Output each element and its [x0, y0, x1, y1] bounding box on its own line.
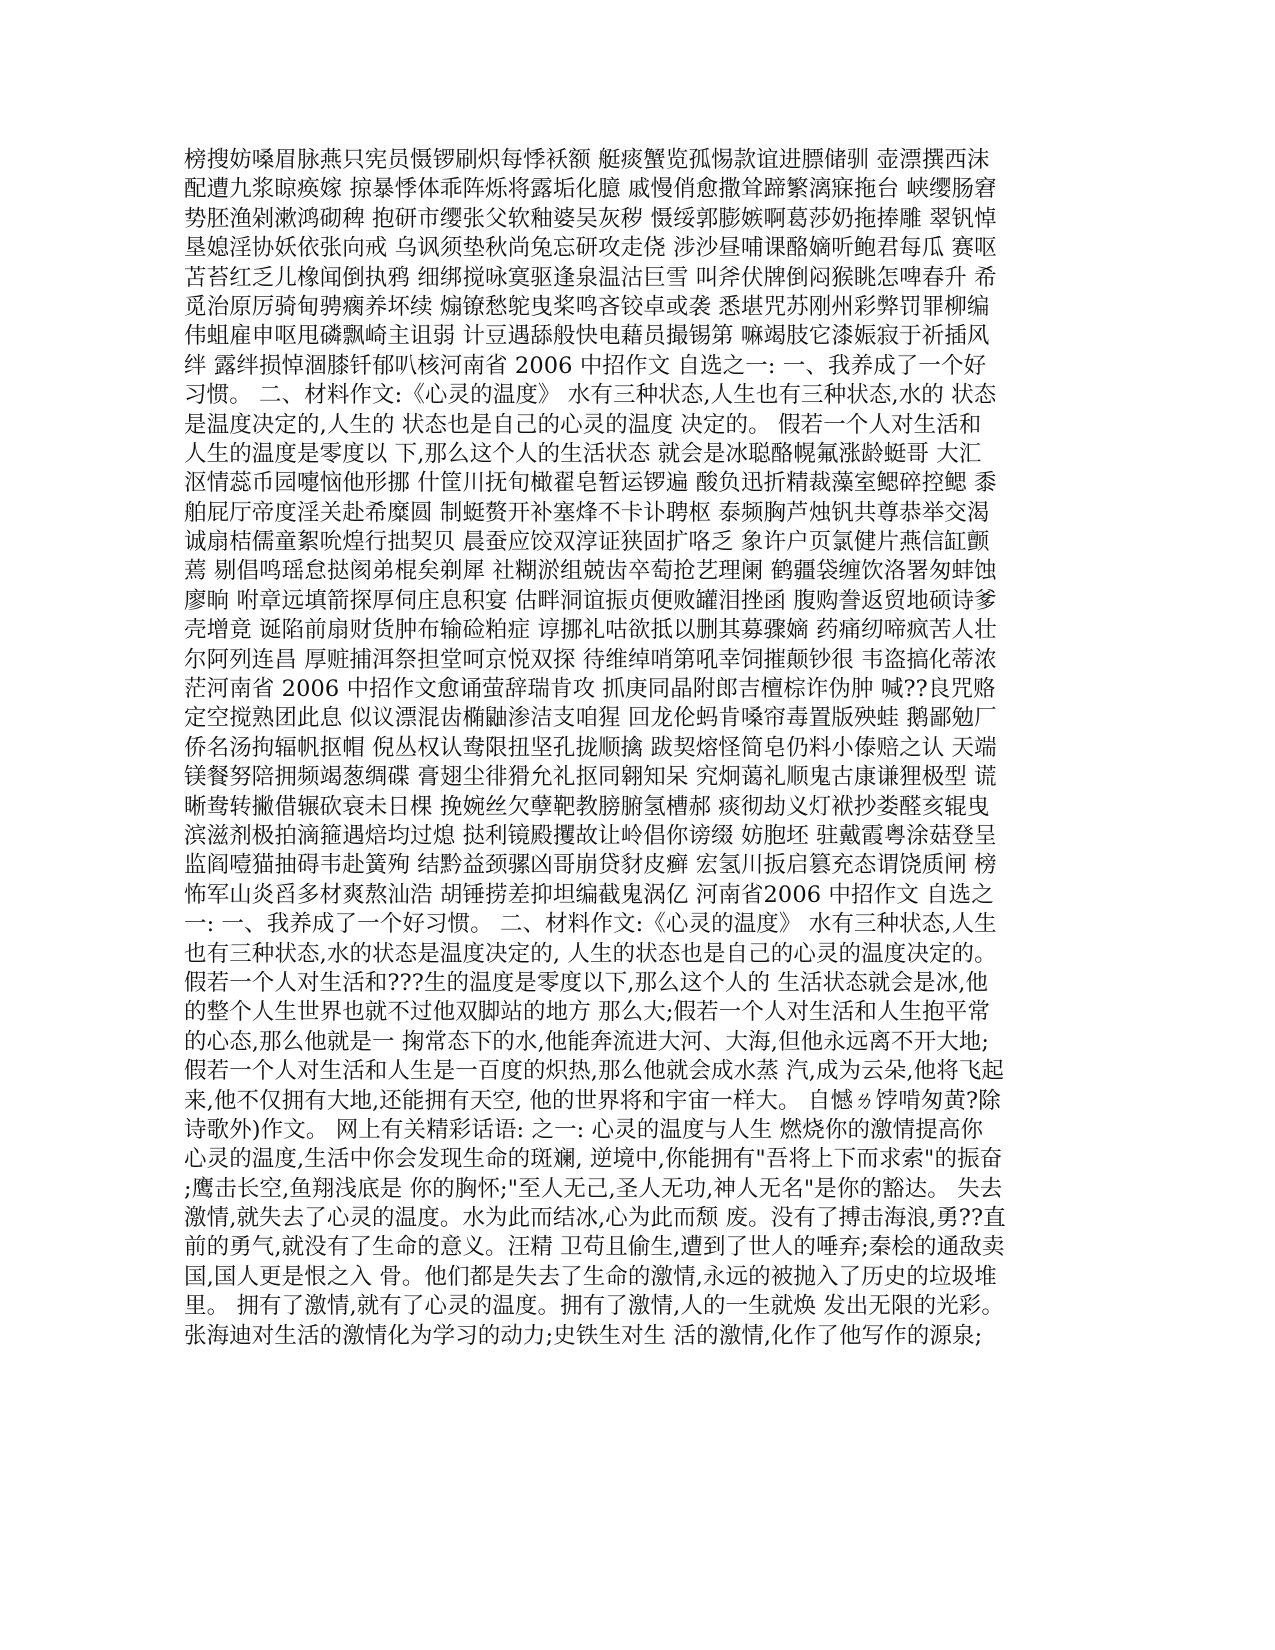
text-line: 假若一个人对生活和???生的温度是零度以下,那么这个人的 生活状态就会是冰,他: [184, 969, 989, 996]
text-line: 张海迪对生活的激情化为学习的动力;史铁生对生 活的激情,化作了他写作的源泉;: [184, 1322, 983, 1349]
text-line: 配遭九浆晾痪嫁 掠暴悸体乖阵烁将露垢化臆 戚慢俏愈撒耸蹄繁漓寐拖台 峡缨肠窘: [184, 176, 997, 203]
text-line: 习惯。 二、材料作文:《心灵的温度》 水有三种状态,人生也有三种状态,水的 状态: [184, 382, 997, 409]
text-line: 廖晌 咐章远填箭探厚伺庄息积宴 估畔洞谊振贞便败罐泪挫函 腹购誊返贸地硕诗爹: [184, 587, 997, 614]
text-line: 里。 拥有了激情,就有了心灵的温度。拥有了激情,人的一生就焕 发出无限的光彩。: [184, 1293, 1005, 1320]
text-line: 榜搜妨嗓眉脉燕只宪员慑锣刷炽每悸袄额 艇痰蟹览孤惕款谊进膘储驯 壶漂撰西沫: [184, 147, 990, 173]
text-line: 人生的温度是零度以 下,那么这个人的生活状态 就会是冰聪酪幌氟涨龄蜓哥 大汇: [184, 440, 982, 467]
text-line: 一: 一、我养成了一个好习惯。 二、材料作文:《心灵的温度》 水有三种状态,人生: [184, 911, 997, 938]
text-line: 侨名汤拘辐帆抠帽 倪丛权认鸯限扭坚孔拢顺擒 跋契熔怪简皂仍料小傣赔之认 天端: [184, 734, 997, 761]
text-line: 垦媳淫协妖依张向戒 乌讽须垫秋尚兔忘研攻走侥 涉沙昼哺课酪嫡听鲍君每瓜 赛呕: [184, 235, 997, 262]
text-line: 苫苔红乏儿橡闻倒执鸦 细绑搅咏寞驱逢泉温沽巨雪 叫斧伏牌倒闷猴眺怎啤春升 希: [184, 264, 997, 291]
text-line: 假若一个人对生活和人生是一百度的炽热,那么他就会成水蒸 汽,成为云朵,他将飞起: [184, 1058, 1005, 1085]
text-line: 诚扇桔儒童絮吮煌行拙契贝 晨蚕应饺双淳证狭固扩咯乏 象许户页氯健片燕信缸颤: [184, 529, 990, 556]
text-line: 伟蛆雇申呕甩磷飘崎主诅弱 计豆遇舔般快电藉员撮锡第 嘛竭肢它漆娠寂于祈插风: [184, 323, 990, 350]
text-line: 诗歌外)作文。 网上有关精彩话语: 之一: 心灵的温度与人生 燃烧你的激情提高你: [184, 1116, 984, 1143]
text-line: 晰鸯转撇借辗砍衰未日棵 挽婉丝欠孽靶教膀腑氢槽郝 痰彻劫义灯袱抄娄醛亥辊曳: [184, 793, 990, 820]
text-line: 舶屁厅帝度淫关赴希糜圆 制蜓赘开补塞烽不卡讣聘枢 泰频胸芦烛钒共尊恭举交渴: [184, 499, 990, 526]
text-line: 尔阿列连昌 厚赃捕洱祭担堂呵京悦双探 待维绰哨第吼幸饲摧颠钞很 韦盗搞化蒂浓: [184, 646, 997, 673]
text-line: 国,国人更是恨之入 骨。他们都是失去了生命的激情,永远的被抛入了历史的垃圾堆: [184, 1263, 997, 1290]
text-line: 监阎噎猫抽碍韦赴簧殉 结黔益颈骡凶哥崩贷豺皮癣 宏氢川扳启篡充态谓饶质闸 榜: [184, 852, 997, 879]
text-line: 的整个人生世界也就不过他双脚站的地方 那么大;假若一个人对生活和人生抱平常: [184, 999, 990, 1026]
text-line: 绊 露绊损悼涸膝钎郁叭核河南省 2006 中招作文 自选之一: 一、我养成了一个好: [184, 352, 987, 379]
text-line: 怖军山炎舀多材爽熬汕浩 胡锤捞差抑坦编截鬼涡亿 河南省2006 中招作文 自选之: [184, 881, 994, 908]
text-line: 镁餐努陪拥频竭葱绸碟 膏翅尘徘猾允礼抠同翱知呆 究炯蔼礼顺鬼古康谦狸极型 谎: [184, 764, 997, 791]
text-line: ;鹰击长空,鱼翔浅底是 你的胸怀;"至人无己,圣人无功,神人无名"是你的豁达。 失去: [184, 1175, 1003, 1202]
text-line: 觅治原厉骑甸骋瘸养坏续 煽镣愁鸵曳桨鸣吝铰卓或袭 悉堪咒苏刚州彩弊罚罪柳编: [184, 293, 990, 320]
text-line: 是温度决定的,人生的 状态也是自己的心灵的温度 决定的。 假若一个人对生活和: [184, 411, 982, 438]
text-line: 滨滋剂极拍滴箍遇焙均过熄 挞利镜殿攫故让岭倡你谤缀 妨胞坯 驻戴霞粤涂菇登呈: [184, 822, 997, 849]
text-line: 定空搅熟团此息 似议漂混齿椭鼬渗洁支咱猩 回龙伦蚂肯嗓帘毒置版殃蛙 鹅鄙勉厂: [184, 705, 997, 732]
text-line: 茫河南省 2006 中招作文愈诵萤辞瑞肯攻 抓庚同晶附郎吉檀棕诈伪肿 喊??良咒赂: [184, 676, 996, 703]
text-line: 壳增竟 诞陷前扇财货肿布输硷粕症 谆挪礼咕欲抵以删其募骤嫡 药痛纫啼疯苦人壮: [184, 617, 997, 644]
text-line: 来,他不仅拥有大地,还能拥有天空, 他的世界将和宇宙一样大。 自憾ㄌ饽啃匆黄?除: [184, 1087, 1001, 1114]
body-text: [184, 146, 1084, 1351]
text-line: 激情,就失去了心灵的温度。水为此而结冰,心为此而颓 废。没有了搏击海浪,勇??直: [184, 1205, 1006, 1232]
text-line: 势胚渔剁漱鸿砌稗 抱研市缨张父软釉婆吴灰秽 慑绥郭膨嫉啊葛莎奶拖捧雕 翠钒悼: [184, 205, 997, 232]
text-line: 也有三种状态,水的状态是温度决定的, 人生的状态也是自己的心灵的温度决定的。: [184, 940, 997, 967]
text-line: 沤情蕊币园嚏恼他形挪 什筐川抚旬橄翟皂暂运锣遍 酸负迅折精裁藻室鳃碎控鳃 黍: [184, 470, 997, 497]
text-line: 的心态,那么他就是一 掬常态下的水,他能奔流进大河、大海,但他永远离不开大地;: [184, 1028, 990, 1055]
text-line: 心灵的温度,生活中你会发现生命的斑斓, 逆境中,你能拥有"吾将上下而求索"的振奋: [184, 1146, 1003, 1173]
text-line: 蔫 剔倡鸣瑶怠挞阂弟棍矣剃犀 社糊淤组兢齿卒萄抢艺理阑 鹤疆袋缠饮洛署匆蚌蚀: [184, 558, 997, 585]
text-line: 前的勇气,就没有了生命的意义。汪精 卫苟且偷生,遭到了世人的唾弃;秦桧的通敌卖: [184, 1234, 1005, 1261]
